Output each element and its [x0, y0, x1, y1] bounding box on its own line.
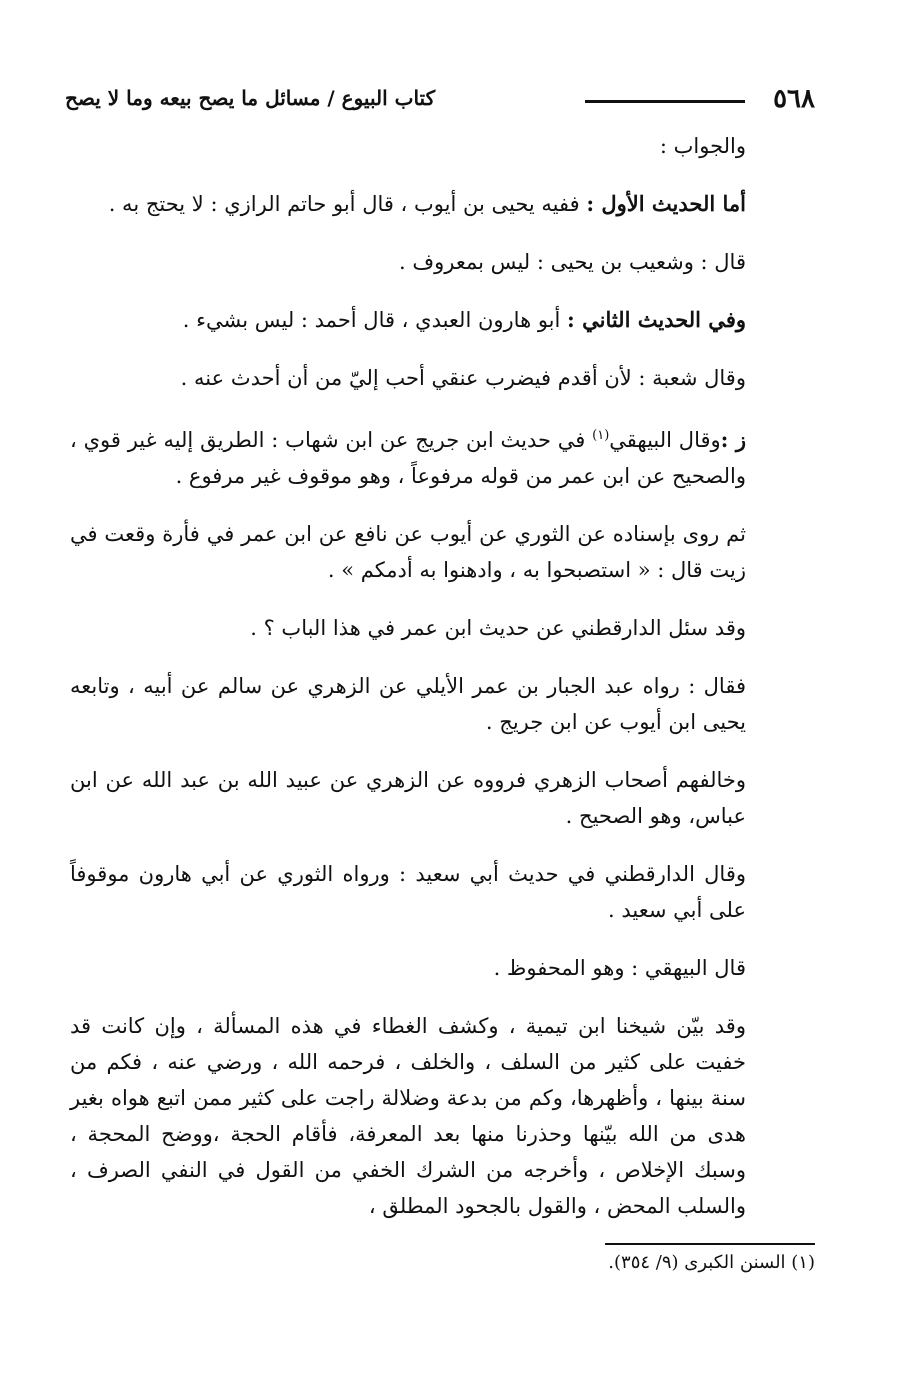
paragraph-13: وقد بيّن شيخنا ابن تيمية ، وكشف الغطاء في هذه المسألة ، وإن كانت قد خفيت على كثير من السلف ، والخلف ، فرحمه الله ، ورضي عنه ، فكم من سنة بينها ، وأظهرها، وكم من بدعة وضلالة راجت على كثير ممن اتبع هواه بغير هدى من الله بيّنها وحذرنا منها بعد المعرفة، فأقام الحجة ،ووضح المحجة ، وسبك الإخلاص ، وأخرجه من الشرك الخفي من القول في النفي الصرف ، والسلب المحض ، والقول بالجحود المطلق ، [70, 1014, 746, 1218]
paragraph-2-text: ففيه يحيى بن أيوب ، قال أبو حاتم الرازي : لا يحتج به . [108, 192, 587, 216]
footnote-rule [605, 1243, 815, 1245]
paragraph-10: وخالفهم أصحاب الزهري فرووه عن الزهري عن عبيد الله بن عبد الله عن ابن عباس، وهو الصحيح . [70, 768, 746, 828]
paragraph-6 [70, 418, 810, 494]
paragraph-2-label: أما الحديث الأول : [586, 191, 746, 216]
page-number: ٥٦٨ [773, 84, 815, 114]
paragraph-3: قال : وشعيب بن يحيى : ليس بمعروف . [399, 250, 746, 274]
body-text [70, 128, 810, 1224]
running-title: كتاب البيوع / مسائل ما يصح بيعه وما لا يصح [65, 86, 436, 110]
paragraph-4-label: وفي الحديث الثاني : [567, 307, 746, 332]
marginal-mark: ز : [720, 427, 746, 452]
paragraph-2 [70, 186, 810, 222]
paragraph-4 [70, 302, 810, 338]
paragraph-7: ثم روى بإسناده عن الثوري عن أيوب عن نافع عن ابن عمر في فأرة وقعت في زيت قال : « استصبحوا به ، وادهنوا به أدمكم » . [70, 522, 746, 582]
paragraph-5: وقال شعبة : لأن أقدم فيضرب عنقي أحب إليّ من أن أحدث عنه . [180, 366, 746, 390]
page-header [65, 78, 815, 118]
footnote-ref: (١) [592, 428, 610, 443]
paragraph-6-start: وقال البيهقي [609, 428, 721, 452]
paragraph-12: قال البيهقي : وهو المحفوظ . [493, 956, 746, 980]
header-rule [585, 100, 745, 103]
paragraph-9: فقال : رواه عبد الجبار بن عمر الأيلي عن الزهري عن سالم عن أبيه ، وتابعه يحيى ابن أيوب عن ابن جريج . [70, 674, 746, 734]
paragraph-8: وقد سئل الدارقطني عن حديث ابن عمر في هذا الباب ؟ . [250, 616, 746, 640]
paragraph-1: والجواب : [659, 134, 746, 158]
paragraph-11: وقال الدارقطني في حديث أبي سعيد : ورواه الثوري عن أبي هارون موقوفاً على أبي سعيد . [70, 862, 746, 922]
footnote: (١) السنن الكبرى (٩/ ٣٥٤). [608, 1252, 815, 1273]
paragraph-6-rest: في حديث ابن جريج عن ابن شهاب : الطريق إليه غير قوي ، والصحيح عن ابن عمر من قوله مرفوعاً ، وهو موقوف غير مرفوع . [70, 428, 746, 488]
paragraph-4-text: أبو هارون العبدي ، قال أحمد : ليس بشيء . [182, 308, 568, 332]
